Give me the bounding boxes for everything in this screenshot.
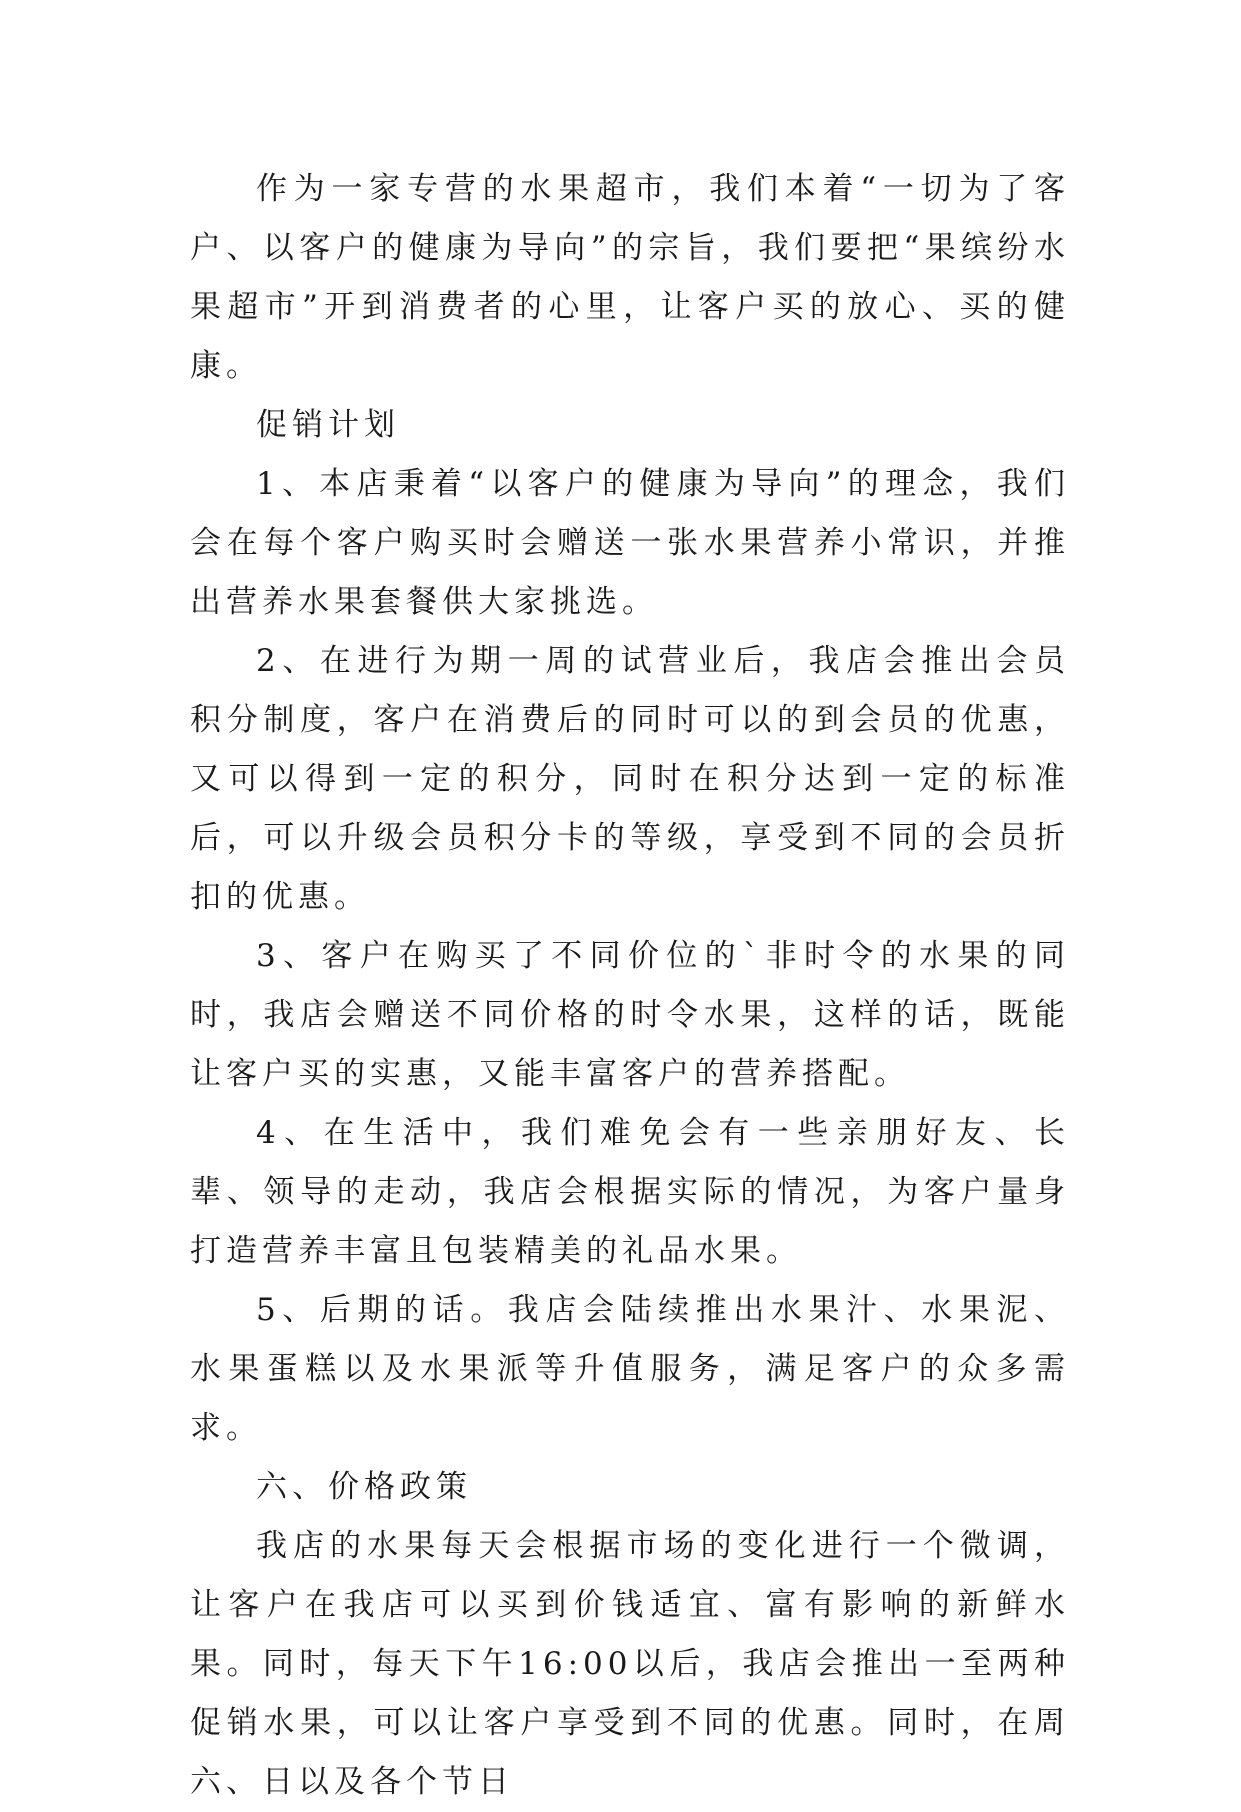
price-policy-paragraph: 我店的水果每天会根据市场的变化进行一个微调，让客户在我店可以买到价钱适宜、富有影响的新鲜水果。同时，每天下午16:00以后，我店会推出一至两种促销水果，可以让客户享受到不同的优惠。同时，在周六、日以及各个节日 xyxy=(190,1528,1070,1800)
promotion-item-3: 3、客户在购买了不同价位的`非时令的水果的同时，我店会赠送不同价格的时令水果，这样的话，既能让客户买的实惠，又能丰富客户的营养搭配。 xyxy=(190,938,1070,1092)
document-body xyxy=(190,160,1070,1812)
section-heading-promotion-plan: 促销计划 xyxy=(256,407,400,443)
intro-paragraph: 作为一家专营的水果超市，我们本着“一切为了客户、以客户的健康为导向”的宗旨，我们要把“果缤纷水果超市”开到消费者的心里，让客户买的放心、买的健康。 xyxy=(190,171,1070,384)
promotion-item-5: 5、后期的话。我店会陆续推出水果汁、水果泥、水果蛋糕以及水果派等升值服务，满足客户的众多需求。 xyxy=(190,1292,1070,1446)
promotion-item-2: 2、在进行为期一周的试营业后，我店会推出会员积分制度，客户在消费后的同时可以的到会员的优惠，又可以得到一定的积分，同时在积分达到一定的标准后，可以升级会员积分卡的等级，享受到不同的会员折扣的优惠。 xyxy=(190,643,1070,915)
promotion-item-4: 4、在生活中，我们难免会有一些亲朋好友、长辈、领导的走动，我店会根据实际的情况，为客户量身打造营养丰富且包装精美的礼品水果。 xyxy=(190,1115,1070,1269)
promotion-item-1: 1、本店秉着“以客户的健康为导向”的理念，我们会在每个客户购买时会赠送一张水果营养小常识，并推出营养水果套餐供大家挑选。 xyxy=(190,466,1070,620)
section-heading-price-policy: 六、价格政策 xyxy=(256,1469,472,1505)
